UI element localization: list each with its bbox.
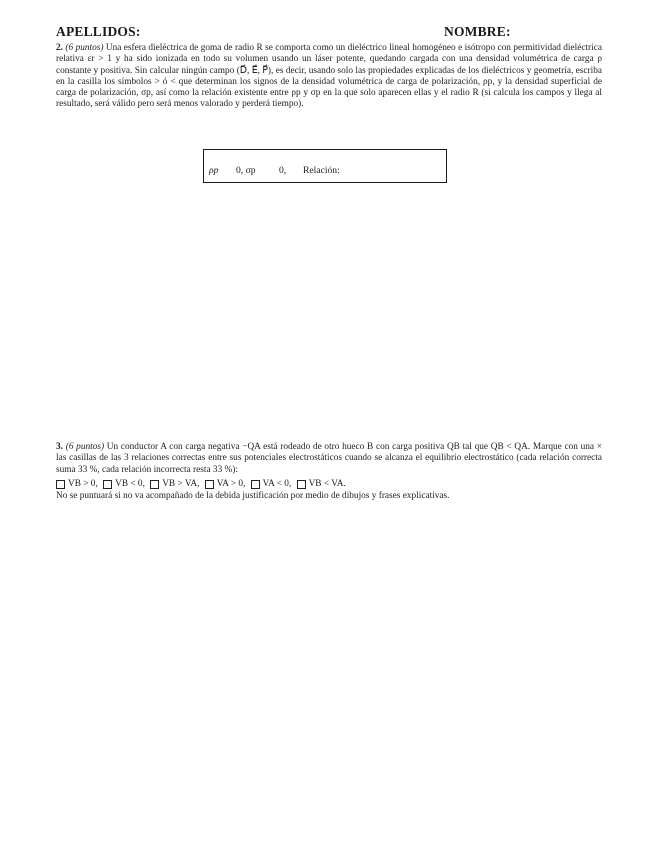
zero-label: 0, (279, 165, 287, 176)
apellidos-label: APELLIDOS: (56, 24, 141, 39)
question-2-text: Una esfera dieléctrica de goma de radio R se comporta como un dieléctrico lineal homogéneo e isótropo con permitividad dieléctrica relativa εr > 1 y ha sido ionizada en todo su volumen usando un láser potente, quedando cargada con una densidad volumétrica de carga ρ constante y positiva. Sin calcular ningún campo (D⃗, E⃗, P⃗), es decir, usando solo las propiedades explicadas de los dieléctricos y geometría, escriba en la casilla los símbolos > ó < que determinan los signos de la densidad volumétrica de carga de polarización, ρp, y la densidad superficial de carga de polarización, σp, así como la relación existente entre ρp y σp en la que solo aparecen ellas y el radio R (si calcula los campos y llega al resultado, será válido pero será menos valorado y perderá tiempo). (56, 43, 602, 110)
checkbox[interactable] (103, 480, 112, 489)
checkbox[interactable] (56, 480, 65, 489)
option-va-gt-0[interactable]: VA > 0, (205, 479, 246, 490)
checkbox[interactable] (251, 480, 260, 489)
option-vb-gt-0[interactable]: VB > 0, (56, 479, 98, 490)
relacion-label: Relación: (303, 165, 340, 176)
rho-p-label: ρp (209, 165, 219, 176)
checkbox[interactable] (205, 480, 214, 489)
option-vb-lt-0[interactable]: VB < 0, (103, 479, 145, 490)
answer-box[interactable] (203, 149, 447, 183)
checkbox[interactable] (297, 480, 306, 489)
question-3-number: 3. (56, 442, 63, 452)
option-vb-lt-va[interactable]: VB < VA. (297, 479, 346, 490)
question-2-number: 2. (56, 43, 63, 53)
question-3 (56, 442, 602, 476)
question-3-points: (6 puntos) (65, 442, 105, 452)
option-va-lt-0[interactable]: VA < 0, (251, 479, 292, 490)
question-3-text: Un conductor A con carga negativa −QA está rodeado de otro hueco B con carga positiva QB tal que QB < QA. Marque con una × las casillas de las 3 relaciones correctas entre sus potenciales electrostáticos cuando se alcanza el equilibrio electrostático (cada relación correcta suma 33 %, cada relación incorrecta resta 33 %): (56, 442, 602, 475)
sigma-p-label: 0, σp (236, 165, 256, 176)
checkbox[interactable] (150, 480, 159, 489)
justification-note: No se puntuará si no va acompañado de la debida justificación por medio de dibujos y frases explicativas. (56, 491, 450, 501)
question-2 (56, 43, 602, 111)
nombre-label: NOMBRE: (444, 24, 511, 39)
question-2-points: (6 puntos) (65, 43, 104, 53)
option-vb-gt-va[interactable]: VB > VA, (150, 479, 199, 490)
